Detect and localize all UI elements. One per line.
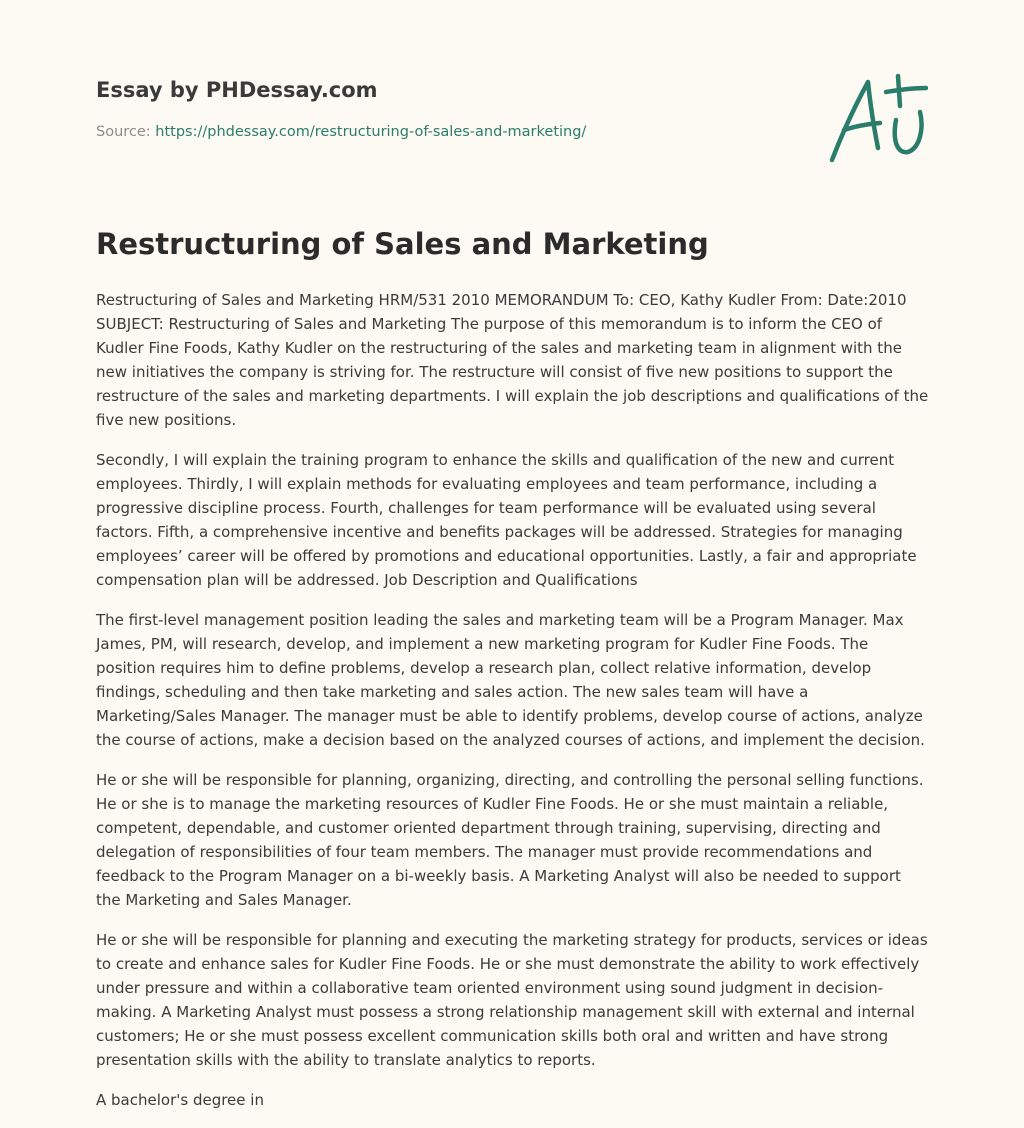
essay-paragraph: Restructuring of Sales and Marketing HRM/531 2010 MEMORANDUM To: CEO, Kathy Kudler From: Date:2010 SUBJECT: Restructuring of Sales and Marketing The purpose of this memorandum is to inform the CEO of Kudler Fine Foods, Kathy Kudler on the restructuring of the sales and marketing team in alignment with the new initiatives the company is striving for. The restructure will consist of five new positions to support the restructure of the sales and marketing departments. I will explain the job descriptions and qualifications of the five new positions. <box>96 291 929 429</box>
source-label: Source: <box>96 124 151 140</box>
page-header <box>96 72 928 182</box>
essay-paragraph: He or she will be responsible for planning, organizing, directing, and controlling the personal selling functions. He or she is to manage the marketing resources of Kudler Fine Foods. He or she must maintain a reliable, competent, dependable, and customer oriented department through training, supervising, directing and delegation of responsibilities of four team members. The manager must provide recommendations and feedback to the Program Manager on a bi-weekly basis. A Marketing Analyst will also be needed to support the Marketing and Sales Manager. <box>96 771 924 909</box>
essay-paragraph: A bachelor's degree in <box>96 1091 264 1109</box>
essay-paragraph: He or she will be responsible for planning and executing the marketing strategy for products, services or ideas to create and enhance sales for Kudler Fine Foods. He or she must demonstrate the ability to work effectively under pressure and within a collaborative team oriented environment using sound judgment in decision-making. A Marketing Analyst must possess a strong relationship management skill with external and internal customers; He or she must possess excellent communication skills both oral and written and have strong presentation skills with the ability to translate analytics to reports. <box>96 931 928 1069</box>
essay-paragraph: The first-level management position leading the sales and marketing team will be a Program Manager. Max James, PM, will research, develop, and implement a new marketing program for Kudler Fine Foods. The position requires him to define problems, develop a research plan, collect relative information, develop findings, scheduling and then take marketing and sales action. The new sales team will have a Marketing/Sales Manager. The manager must be able to identify problems, develop course of actions, analyze the course of actions, make a decision based on the analyzed courses of actions, and implement the decision. <box>96 611 925 749</box>
a-plus-logo-icon <box>828 72 928 164</box>
source-line <box>96 124 586 140</box>
site-title: Essay by PHDessay.com <box>96 78 378 102</box>
essay-title: Restructuring of Sales and Marketing <box>96 227 709 261</box>
essay-content <box>96 222 930 1128</box>
source-link[interactable]: https://phdessay.com/restructuring-of-sales-and-marketing/ <box>155 124 587 140</box>
essay-paragraph: Secondly, I will explain the training program to enhance the skills and qualification of the new and current employees. Thirdly, I will explain methods for evaluating employees and team performance, including a progressive discipline process. Fourth, challenges for team performance will be evaluated using several factors. Fifth, a comprehensive incentive and benefits packages will be addressed. Strategies for managing employees’ career will be offered by promotions and educational opportunities. Lastly, a fair and appropriate compensation plan will be addressed. Job Description and Qualifications <box>96 451 917 589</box>
